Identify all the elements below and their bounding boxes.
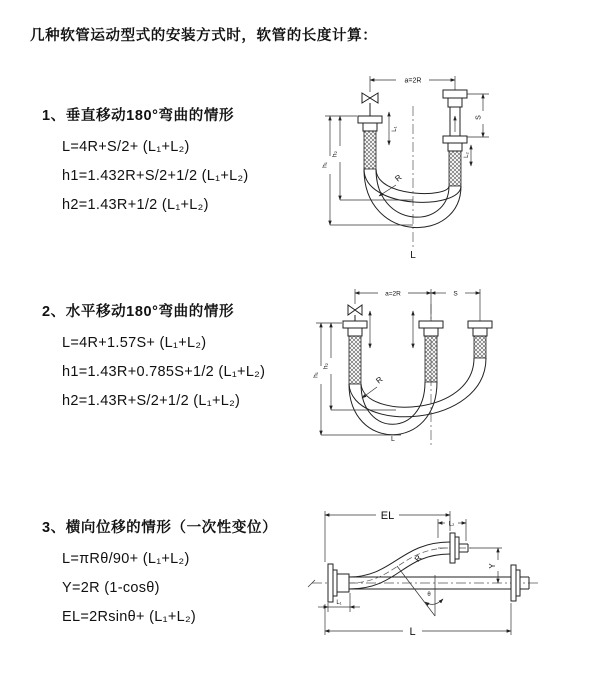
centerline-mark: [308, 580, 315, 587]
section-lateral-displacement: [42, 516, 277, 632]
hose-braid: [425, 336, 437, 382]
page-title: 几种软管运动型式的安装方式时，软管的长度计算：: [30, 28, 378, 44]
formula-line: h1=1.432R+S/2+1/2 (L₁+L₂): [62, 168, 249, 184]
right-flange-fitting: [511, 565, 529, 601]
dim-label-l1: L₁: [392, 126, 398, 132]
right-pipe-fitting: [468, 289, 492, 358]
dim-label-s: S: [453, 290, 458, 298]
dim-label-l: L: [410, 250, 416, 261]
right-pipe-fitting: [443, 76, 467, 186]
dim-label-theta: θ: [427, 592, 431, 598]
section-horizontal-movement: [42, 300, 265, 416]
dim-label-r: R: [393, 172, 404, 184]
radius-line: [397, 566, 435, 616]
valve-icon: [362, 76, 378, 116]
dim-label-l: L: [409, 626, 416, 638]
dim-label-h2: h₂: [322, 362, 330, 370]
dim-label-r: R: [374, 374, 385, 386]
middle-pipe-fitting: [419, 289, 443, 382]
formula-line: h2=1.43R+S/2+1/2 (L₁+L₂): [62, 393, 241, 409]
dim-label-h2: h₂: [331, 150, 339, 158]
dim-label-el: EL: [380, 510, 395, 522]
dim-y: [470, 548, 502, 583]
formula-line: Y=2R (1-cosθ): [62, 580, 160, 596]
radius-leader: [379, 185, 396, 196]
section-vertical-movement: [42, 104, 249, 220]
diagram-lateral-displacement: [298, 503, 595, 655]
valve-icon: [348, 289, 362, 321]
dim-label-l2: L₂: [448, 521, 455, 528]
dim-label-l2: L₂: [464, 152, 470, 158]
formula-line: L=πRθ/90+ (L₁+L₂): [62, 551, 190, 567]
hose-u-curves: [349, 358, 486, 435]
formula-line: L=4R+S/2+ (L₁+L₂): [62, 139, 190, 155]
left-pipe-fitting: [358, 116, 382, 169]
hose-braid: [474, 336, 486, 358]
section-heading: 3、横向位移的情形（一次性变位）: [42, 520, 278, 536]
left-pipe-fitting: [343, 321, 367, 384]
dim-l: [325, 603, 511, 635]
diagram-horizontal-180-bend: [306, 280, 593, 458]
dim-label-l1: L₁: [336, 600, 342, 606]
dim-label-a2r: a=2R: [404, 77, 422, 85]
section-heading: 1、垂直移动180°弯曲的情形: [42, 108, 235, 124]
hose-braid: [449, 151, 461, 186]
dim-label-h1: h₁: [321, 162, 329, 168]
dim-label-r: R: [412, 553, 424, 564]
formula-line: EL=2Rsinθ+ (L₁+L₂): [62, 609, 197, 625]
dim-label-h1: h₁: [312, 372, 320, 378]
formula-line: L=4R+1.57S+ (L₁+L₂): [62, 335, 207, 351]
left-flange-fitting: [328, 564, 349, 602]
dim-label-s: S: [475, 115, 483, 120]
formula-line: h2=1.43R+1/2 (L₁+L₂): [62, 197, 209, 213]
dim-label-a2r: a=2R: [385, 290, 401, 298]
hose-braid: [364, 131, 376, 169]
section-heading: 2、水平移动180°弯曲的情形: [42, 304, 235, 320]
dim-label-l: L: [391, 436, 395, 443]
hose-braid: [349, 336, 361, 384]
angle-arc: [425, 599, 443, 604]
diagram-vertical-180-bend: [313, 68, 585, 264]
dim-label-y: Y: [488, 563, 497, 569]
formula-line: h1=1.43R+0.785S+1/2 (L₁+L₂): [62, 364, 266, 380]
hose-u-curves: [364, 169, 461, 228]
